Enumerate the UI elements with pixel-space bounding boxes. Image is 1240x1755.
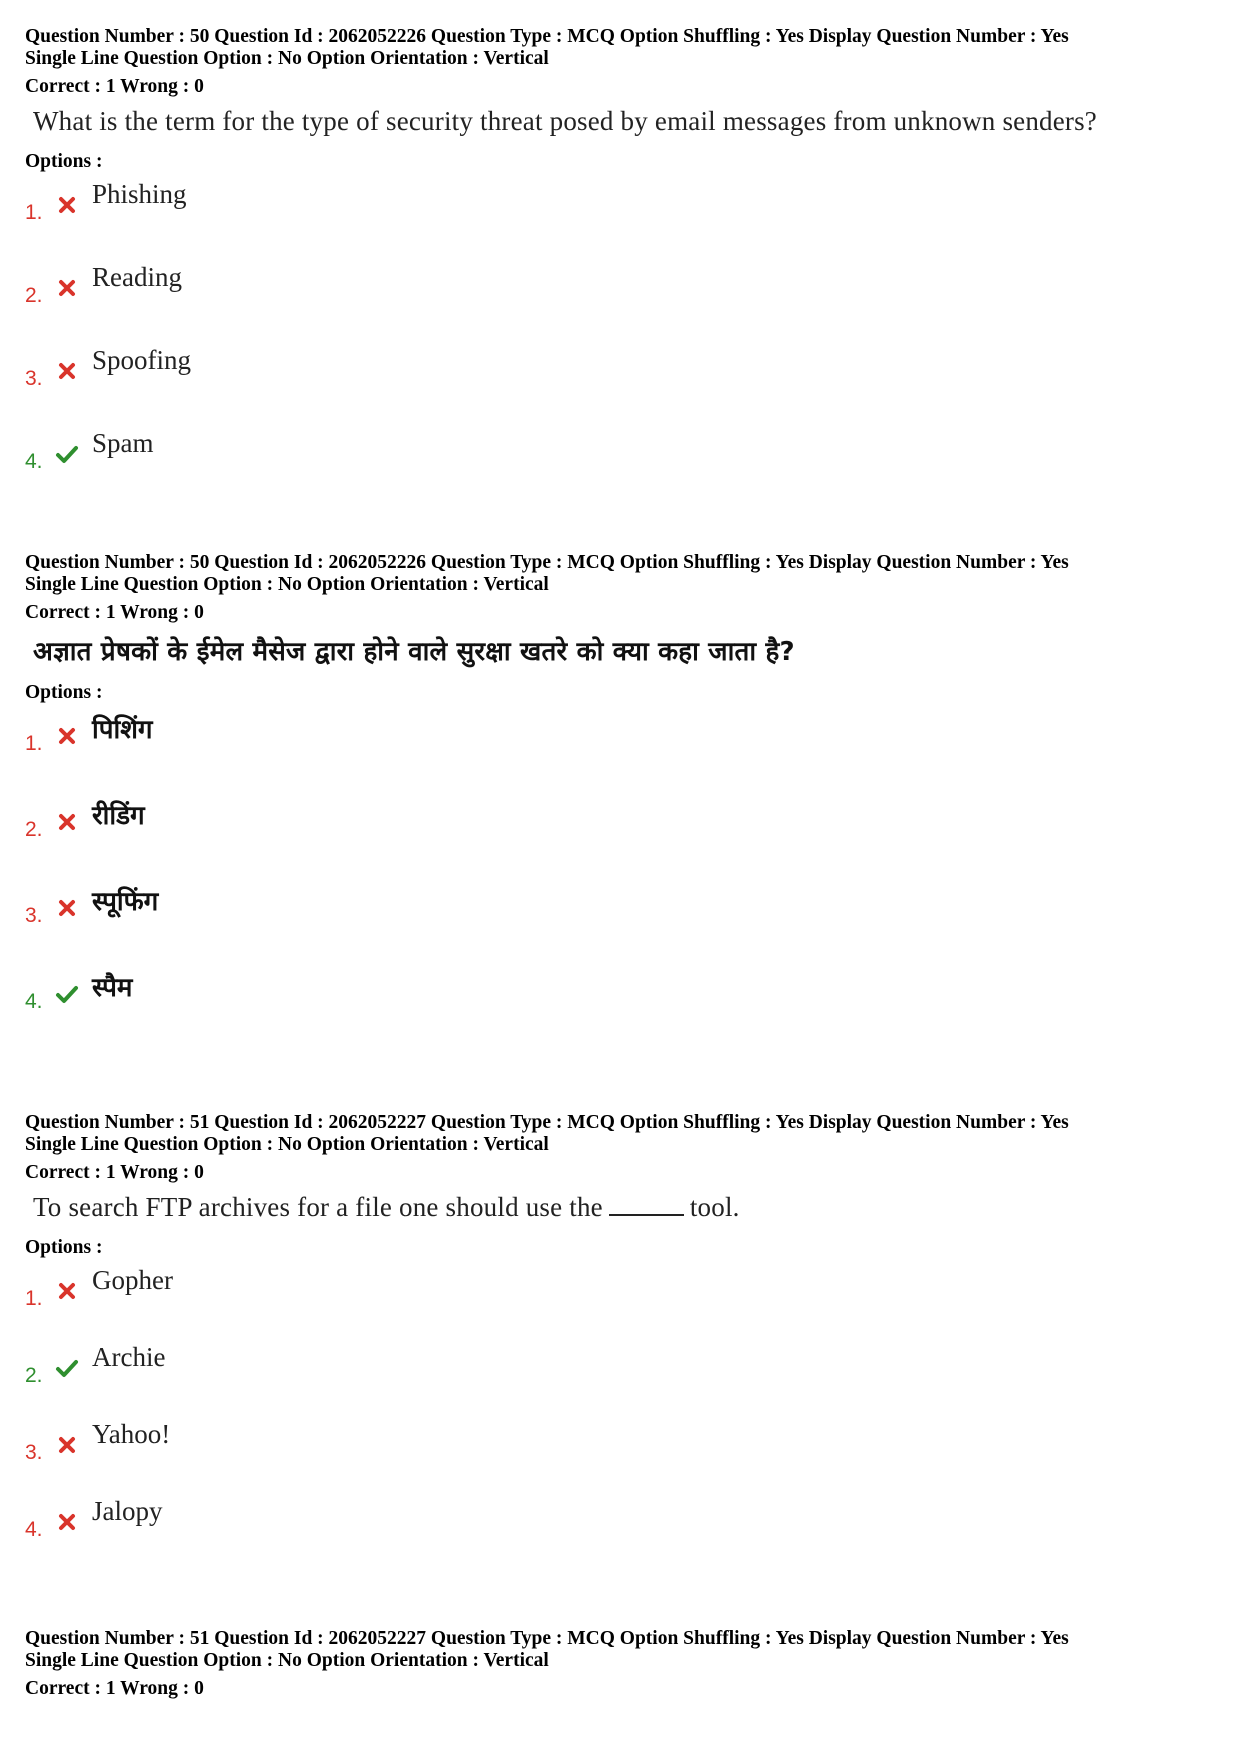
option-item	[25, 345, 1215, 428]
option-text: Archie	[92, 1342, 166, 1372]
option-number: 4.	[25, 1518, 43, 1541]
question-block-4	[25, 1628, 1215, 1700]
option-text: Spam	[92, 428, 154, 458]
marks-line: Correct : 1 Wrong : 0	[25, 1162, 204, 1183]
option-item	[25, 882, 1215, 968]
cross-icon	[55, 193, 79, 217]
marks-line: Correct : 1 Wrong : 0	[25, 1678, 204, 1699]
option-number: 1.	[25, 1287, 43, 1310]
question-meta-line: Single Line Question Option : No Option Orientation : Vertical	[25, 48, 549, 69]
option-item	[25, 1342, 1215, 1419]
option-item	[25, 179, 1215, 262]
options-list	[25, 710, 1215, 1054]
marks-line: Correct : 1 Wrong : 0	[25, 76, 204, 97]
question-meta-line: Question Number : 51 Question Id : 2062052227 Question Type : MCQ Option Shuffling : Yes Display Question Number : Yes	[25, 1628, 1069, 1649]
cross-icon	[55, 1279, 79, 1303]
cross-icon	[55, 896, 79, 920]
option-item	[25, 428, 1215, 511]
option-text: Gopher	[92, 1265, 173, 1295]
question-meta-line: Question Number : 50 Question Id : 2062052226 Question Type : MCQ Option Shuffling : Yes Display Question Number : Yes	[25, 26, 1069, 47]
question-meta-line: Question Number : 50 Question Id : 2062052226 Question Type : MCQ Option Shuffling : Yes Display Question Number : Yes	[25, 552, 1069, 573]
option-text: Phishing	[92, 179, 187, 209]
option-item	[25, 710, 1215, 796]
question-text-after: tool.	[689, 1192, 740, 1222]
question-block-3	[25, 1112, 1215, 1573]
options-label: Options :	[25, 151, 103, 172]
question-text	[33, 1192, 1215, 1223]
option-item	[25, 262, 1215, 345]
options-label: Options :	[25, 682, 103, 703]
option-item	[25, 1419, 1215, 1496]
option-text: रीडिंग	[92, 801, 145, 831]
option-number: 3.	[25, 1441, 43, 1464]
option-number: 4.	[25, 450, 43, 473]
question-text-before: To search FTP archives for a file one should use the	[33, 1192, 603, 1222]
options-list	[25, 179, 1215, 511]
question-meta-line: Single Line Question Option : No Option Orientation : Vertical	[25, 1650, 549, 1671]
option-text: Reading	[92, 262, 182, 292]
question-block-2	[25, 552, 1215, 1054]
check-icon	[55, 442, 79, 466]
cross-icon	[55, 1510, 79, 1534]
option-text: Spoofing	[92, 345, 192, 375]
question-meta-line: Question Number : 51 Question Id : 2062052227 Question Type : MCQ Option Shuffling : Yes Display Question Number : Yes	[25, 1112, 1069, 1133]
option-item	[25, 796, 1215, 882]
cross-icon	[55, 359, 79, 383]
option-number: 3.	[25, 904, 43, 927]
blank-line	[609, 1214, 684, 1216]
cross-icon	[55, 276, 79, 300]
option-item	[25, 968, 1215, 1054]
option-text: Yahoo!	[92, 1419, 171, 1449]
check-icon	[55, 1356, 79, 1380]
options-list	[25, 1265, 1215, 1573]
option-number: 2.	[25, 284, 43, 307]
option-text: स्पूफिंग	[92, 887, 159, 917]
option-number: 2.	[25, 818, 43, 841]
option-text: Jalopy	[92, 1496, 163, 1526]
option-number: 1.	[25, 201, 43, 224]
options-label: Options :	[25, 1237, 103, 1258]
question-text: अज्ञात प्रेषकों के ईमेल मैसेज द्वारा होने वाले सुरक्षा खतरे को क्या कहा जाता है?	[33, 637, 795, 667]
option-number: 4.	[25, 990, 43, 1013]
check-icon	[55, 982, 79, 1006]
cross-icon	[55, 1433, 79, 1457]
option-text: स्पैम	[92, 973, 133, 1003]
option-text: पिशिंग	[92, 715, 153, 745]
marks-line: Correct : 1 Wrong : 0	[25, 602, 204, 623]
option-number: 3.	[25, 367, 43, 390]
option-item	[25, 1496, 1215, 1573]
question-text: What is the term for the type of security threat posed by email messages from unknown senders?	[33, 106, 1097, 136]
option-number: 2.	[25, 1364, 43, 1387]
cross-icon	[55, 724, 79, 748]
question-block-1	[25, 26, 1215, 511]
question-meta-line: Single Line Question Option : No Option Orientation : Vertical	[25, 1134, 549, 1155]
question-meta-line: Single Line Question Option : No Option Orientation : Vertical	[25, 574, 549, 595]
option-number: 1.	[25, 732, 43, 755]
option-item	[25, 1265, 1215, 1342]
cross-icon	[55, 810, 79, 834]
